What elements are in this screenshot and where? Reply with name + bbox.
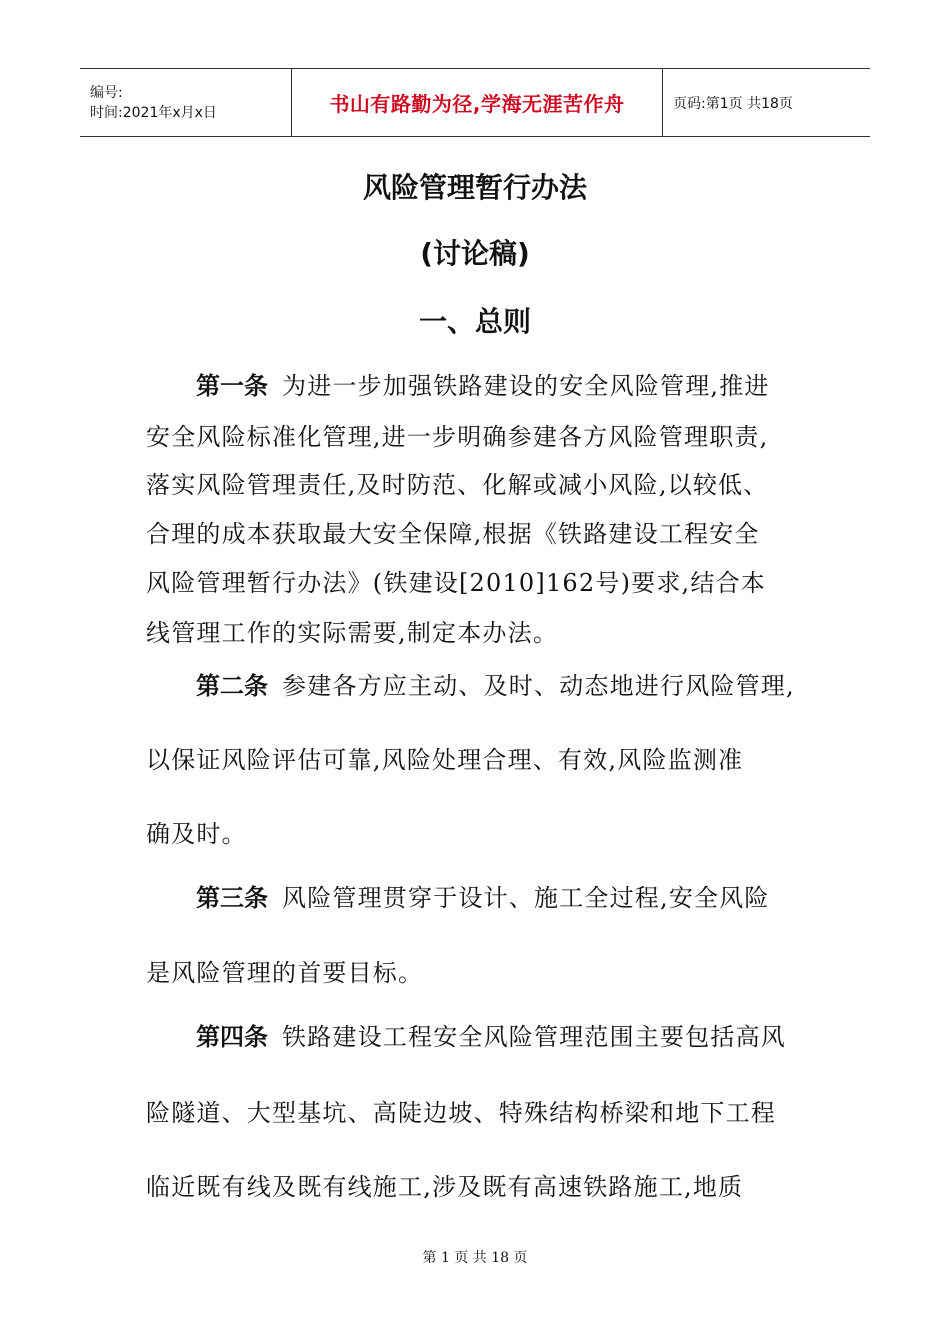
document-number-label: 编号: bbox=[90, 84, 123, 101]
article-1-line-3: 落实风险管理责任,及时防范、化解或减小风险,以较低、 bbox=[146, 471, 769, 499]
article-2-line-3: 确及时。 bbox=[146, 820, 247, 848]
section-heading: 一、总则 bbox=[418, 305, 531, 338]
article-1-line-1 bbox=[196, 366, 770, 401]
document-time-label: 时间:2021年x月x日 bbox=[90, 104, 217, 121]
article-4-line-2: 险隧道、大型基坑、高陡边坡、特殊结构桥梁和地下工程 bbox=[146, 1099, 776, 1127]
article-1-text: 为进一步加强铁路建设的安全风险管理,推进 bbox=[282, 372, 770, 400]
article-1-line-4: 合理的成本获取最大安全保障,根据《铁路建设工程安全 bbox=[146, 520, 760, 548]
article-3-label: 第三条 bbox=[196, 884, 268, 912]
header-page-info: 页码:第1页 共18页 bbox=[673, 95, 793, 112]
article-3-line-1 bbox=[196, 878, 770, 913]
article-3-line-2: 是风险管理的首要目标。 bbox=[146, 959, 424, 987]
article-1-line-6: 线管理工作的实际需要,制定本办法。 bbox=[146, 619, 559, 647]
article-1-label: 第一条 bbox=[196, 372, 268, 400]
article-4-line-1 bbox=[196, 1017, 786, 1052]
article-2-text: 参建各方应主动、及时、动态地进行风险管理, bbox=[282, 672, 795, 700]
header-page-info-cell bbox=[663, 69, 793, 136]
article-2-line-1 bbox=[196, 666, 795, 701]
document-title: 风险管理暂行办法 bbox=[362, 171, 587, 204]
article-4-label: 第四条 bbox=[196, 1023, 268, 1051]
header-motto: 书山有路勤为径,学海无涯苦作舟 bbox=[329, 92, 625, 116]
article-1-line-2: 安全风险标准化管理,进一步明确参建各方风险管理职责, bbox=[146, 423, 769, 451]
article-4-line-3: 临近既有线及既有线施工,涉及既有高速铁路施工,地质 bbox=[146, 1173, 744, 1201]
article-3-text: 风险管理贯穿于设计、施工全过程,安全风险 bbox=[282, 884, 770, 912]
article-2-line-2: 以保证风险评估可靠,风险处理合理、有效,风险监测准 bbox=[146, 746, 744, 774]
page-header bbox=[80, 68, 870, 137]
article-2-label: 第二条 bbox=[196, 672, 268, 700]
article-4-text: 铁路建设工程安全风险管理范围主要包括高风 bbox=[282, 1023, 786, 1051]
header-motto-cell bbox=[291, 69, 663, 136]
document-subtitle: (讨论稿) bbox=[420, 237, 530, 270]
page-footer: 第 1 页 共 18 页 bbox=[422, 1250, 528, 1266]
article-1-line-5: 风险管理暂行办法》(铁建设[2010]162号)要求,结合本 bbox=[146, 569, 766, 597]
header-meta bbox=[80, 69, 291, 136]
